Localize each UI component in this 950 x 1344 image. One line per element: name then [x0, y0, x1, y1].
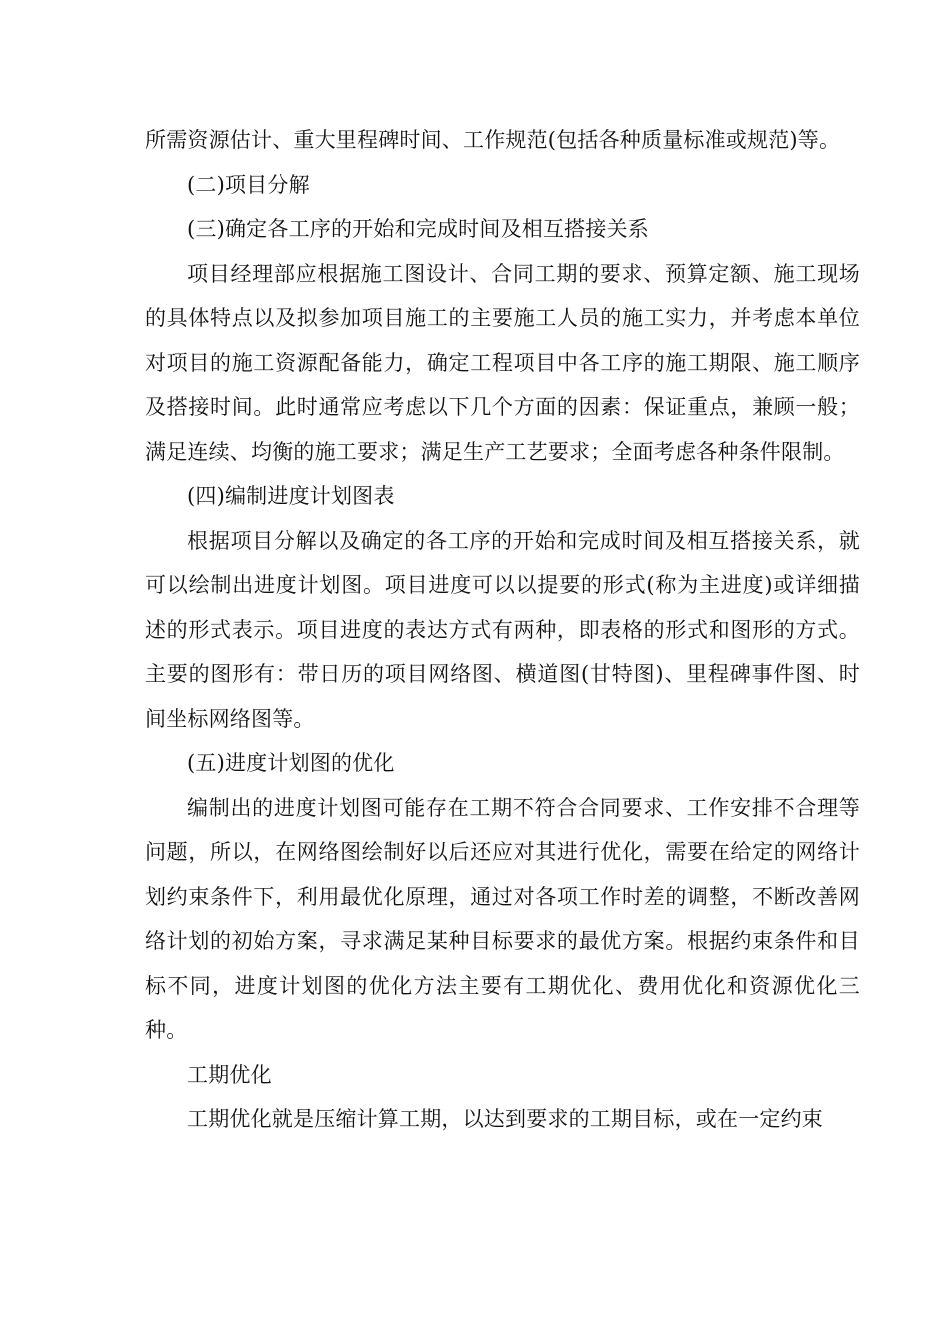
section-heading-schedule-optimization: (五)进度计划图的优化: [187, 751, 395, 775]
paragraph-schedule-chart: 根据项目分解以及确定的各工序的开始和完成时间及相互搭接关系，就可以绘制出进度计划图。项目进度可以以提要的形式(称为主进度)或详细描述的形式表示。项目进度的表达方式有两种，即表格的形式和图形的方式。主要的图形有：带日历的项目网络图、横道图(甘特图)、里程碑事件图、时间坐标网络图等。: [145, 528, 860, 731]
paragraph-continuation: 所需资源估计、重大里程碑时间、工作规范(包括各种质量标准或规范)等。: [145, 128, 841, 152]
paragraph-process-timing: 项目经理部应根据施工图设计、合同工期的要求、预算定额、施工现场的具体特点以及拟参加项目施工的主要施工人员的施工实力，并考虑本单位对项目的施工资源配备能力，确定工程项目中各工序的施工期限、施工顺序及搭接时间。此时通常应考虑以下几个方面的因素：保证重点，兼顾一般；满足连续、均衡的施工要求；满足生产工艺要求；全面考虑各种条件限制。: [145, 261, 860, 464]
paragraph-schedule-optimization: 编制出的进度计划图可能存在工期不符合合同要求、工作安排不合理等问题，所以，在网络图绘制好以后还应对其进行优化，需要在给定的网络计划约束条件下，利用最优化原理，通过对各项工作时差的调整，不断改善网络计划的初始方案，寻求满足某种目标要求的最优方案。根据约束条件和目标不同，进度计划图的优化方法主要有工期优化、费用优化和资源优化三种。: [145, 795, 860, 1042]
section-heading-schedule-chart: (四)编制进度计划图表: [187, 484, 395, 508]
section-heading-process-timing: (三)确定各工序的开始和完成时间及相互搭接关系: [187, 217, 649, 241]
section-heading-project-decomposition: (二)项目分解: [187, 172, 310, 197]
paragraph-duration-optimization: 工期优化就是压缩计算工期，以达到要求的工期目标，或在一定约束: [187, 1107, 823, 1131]
document-body: [145, 118, 860, 1142]
subheading-duration-optimization: 工期优化: [187, 1062, 272, 1087]
